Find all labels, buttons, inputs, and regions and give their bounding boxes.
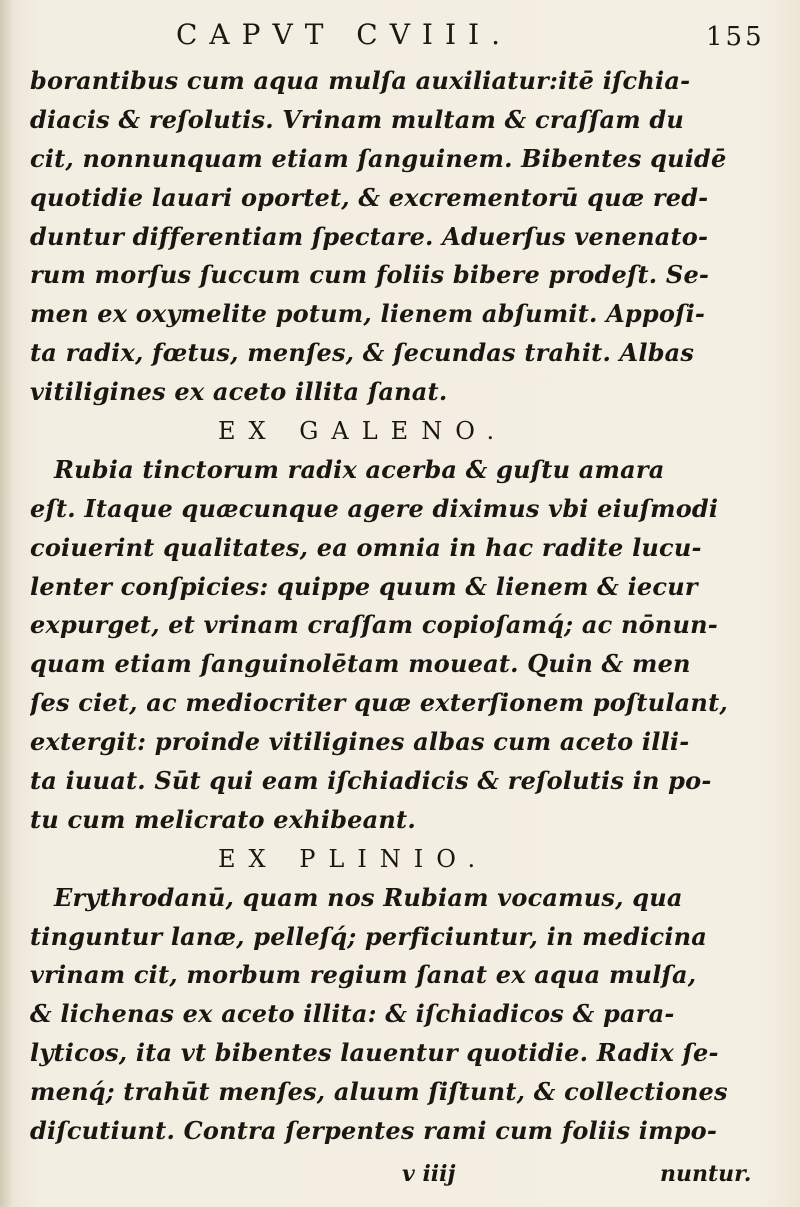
text-line: duntur differentiam ſpectare. Aduerſus venenato- (30, 221, 709, 251)
text-line: expurget, et vrinam craſſam copioſamq́; ac nōnun- (30, 610, 718, 640)
text-line: Erythrodanū, quam nos Rubiam vocamus, qua (54, 882, 683, 912)
text-line: cit, nonnunquam etiam ſanguinem. Bibentes quidē (30, 143, 727, 173)
text-line: & lichenas ex aceto illita: & iſchiadicos & para- (30, 999, 675, 1029)
text-line: vrinam cit, morbum regium ſanat ex aqua mulſa, (30, 960, 697, 990)
text-line: quam etiam ſanguinolētam moueat. Quin & men (30, 649, 691, 679)
text-line: men ex oxymelite potum, lienem abſumit. Appoſi- (30, 299, 706, 329)
text-line: borantibus cum aqua mulſa auxiliatur:itē iſchia- (30, 66, 691, 95)
page-edge-shadow (0, 0, 14, 1207)
catchword: nuntur. (660, 1161, 752, 1187)
text-line: lyticos, ita vt bibentes lauentur quotidie. Radix ſe- (30, 1038, 719, 1068)
text-line: quotidie lauari oportet, & excrementorū quæ red- (30, 182, 709, 212)
text-line: ta radix, fœtus, menſes, & ſecundas trahit. Albas (30, 338, 695, 368)
signature-mark: v iiij (402, 1161, 456, 1187)
section-heading-plinio: EX PLINIO. (218, 844, 489, 873)
text-line: diſcutiunt. Contra ſerpentes rami cum foliis impo- (30, 1116, 718, 1146)
text-line: eſt. Itaque quæcunque agere diximus vbi eiuſmodi (30, 493, 719, 523)
text-line: rum morſus ſuccum cum foliis bibere prodeſt. Se- (30, 260, 710, 290)
page-number: 155 (706, 22, 765, 52)
text-line: tu cum melicrato exhibeant. (30, 804, 416, 834)
text-line: tinguntur lanæ, pelleſq́; perficiuntur, in medicina (30, 921, 708, 951)
text-line: ſes ciet, ac mediocriter quæ exterſionem poſtulant, (30, 688, 728, 718)
text-line: lenter conſpicies: quippe quum & lienem & iecur (30, 571, 698, 601)
text-line: ta iuuat. Sūt qui eam iſchiadicis & reſolutis in po- (30, 766, 712, 796)
text-line: coiuerint qualitates, ea omnia in hac radite lucu- (30, 532, 702, 562)
text-line: vitiligines ex aceto illita ſanat. (30, 377, 448, 407)
page-header (0, 14, 800, 58)
section-heading-galen: EX GALENO. (218, 417, 508, 446)
running-title: CAPVT CVIII. (176, 18, 513, 51)
text-line: menq́; trahūt menſes, aluum ſiſtunt, & collectiones (30, 1077, 728, 1107)
text-line: extergit: proinde vitiligines albas cum aceto illi- (30, 727, 690, 757)
text-line: diacis & reſolutis. Vrinam multam & craſſam du (30, 104, 685, 134)
text-line: Rubia tinctorum radix acerba & guſtu amara (54, 454, 665, 484)
main-text (30, 62, 770, 1151)
